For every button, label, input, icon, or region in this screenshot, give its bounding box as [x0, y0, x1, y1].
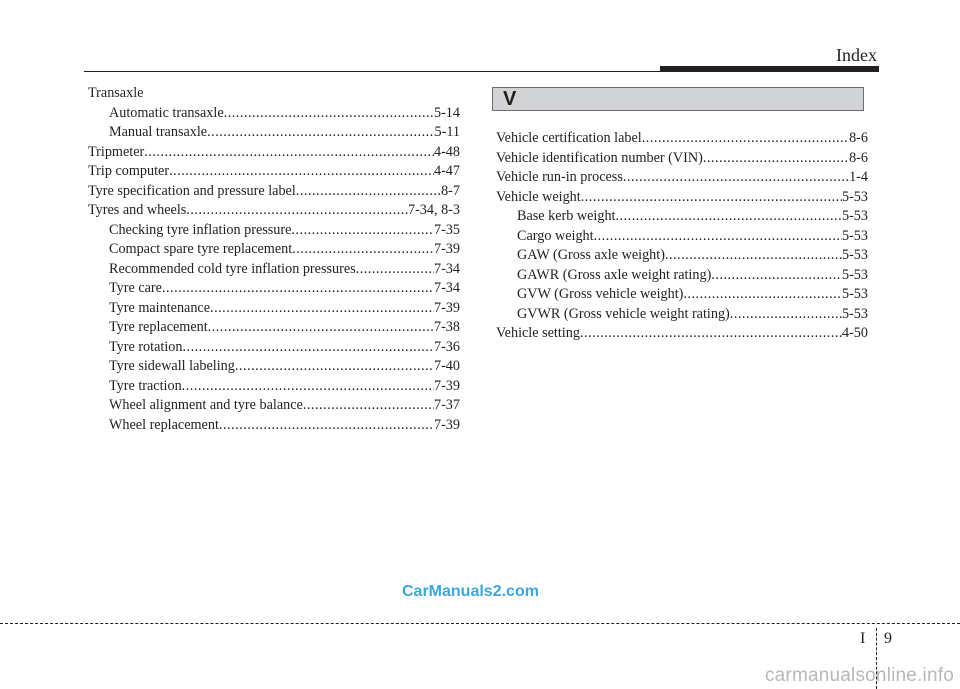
index-entry — [88, 318, 460, 338]
index-page-ref: 7-39 — [433, 299, 460, 316]
index-term: Tyre sidewall labeling — [109, 358, 235, 374]
dot-leader — [144, 143, 434, 163]
index-column-right — [496, 129, 868, 344]
dot-leader — [711, 266, 842, 286]
index-page-ref: 7-34 — [433, 260, 460, 277]
index-page-ref: 7-37 — [433, 397, 460, 413]
dot-leader — [291, 221, 434, 241]
index-term: Tyre specification and pressure label — [88, 182, 296, 199]
index-entry — [88, 182, 460, 202]
index-term: Recommended cold tyre inflation pressures — [109, 260, 356, 277]
index-entry — [496, 324, 868, 344]
index-page-ref: 7-34, 8-3 — [407, 202, 460, 218]
dot-leader — [623, 168, 849, 188]
index-page-ref: 1-4 — [849, 169, 868, 185]
index-page-ref: 7-34 — [433, 280, 460, 296]
index-term: Vehicle run-in process — [496, 169, 623, 185]
index-page-ref: 5-53 — [841, 286, 868, 302]
index-entry — [88, 299, 460, 319]
dot-leader — [594, 227, 842, 247]
index-entry — [88, 84, 460, 104]
index-entry — [496, 129, 868, 149]
index-page-ref: 8-7 — [441, 182, 460, 199]
index-entry — [496, 168, 868, 188]
index-page-ref: 5-14 — [433, 104, 460, 121]
index-page-ref: 7-36 — [433, 338, 460, 355]
dot-leader — [235, 357, 434, 377]
index-term: Tripmeter — [88, 143, 145, 160]
index-page-ref: 7-39 — [433, 241, 460, 257]
index-page-ref: 4-48 — [433, 143, 460, 160]
index-entry — [496, 266, 868, 286]
watermark-link[interactable]: CarManuals2.com — [402, 583, 539, 600]
index-entry — [88, 221, 460, 241]
index-term: Tyre replacement — [109, 319, 208, 335]
index-entry — [88, 240, 460, 260]
index-entry — [496, 207, 868, 227]
dot-leader — [210, 299, 434, 319]
index-page-ref: 4-50 — [841, 325, 868, 341]
index-term: Transaxle — [88, 85, 144, 101]
index-entry — [88, 201, 460, 221]
index-page-ref: 7-39 — [433, 377, 460, 394]
section-header-v — [492, 87, 864, 111]
index-entry — [88, 396, 460, 416]
index-entry — [496, 149, 868, 169]
index-entry — [88, 377, 460, 397]
index-page-ref: 5-53 — [841, 188, 868, 205]
index-page-ref: 4-47 — [433, 163, 460, 179]
index-entry — [88, 338, 460, 358]
index-term: Compact spare tyre replacement — [109, 241, 293, 257]
index-entry — [88, 357, 460, 377]
dot-leader — [683, 285, 842, 305]
index-entry — [496, 285, 868, 305]
index-entry — [88, 260, 460, 280]
index-page-ref: 7-40 — [433, 358, 460, 374]
dot-leader — [581, 188, 842, 208]
index-term: Vehicle weight — [496, 188, 581, 205]
index-term: Tyre care — [109, 280, 162, 296]
index-term: Wheel replacement — [109, 416, 219, 433]
index-term: Trip computer — [88, 163, 170, 179]
dot-leader — [296, 182, 441, 202]
index-term: GVW (Gross vehicle weight) — [517, 286, 684, 302]
bottom-watermark: carmanualsonline.info — [764, 665, 954, 686]
index-term: Cargo weight — [517, 227, 594, 244]
dot-leader — [730, 305, 842, 325]
index-page-ref: 5-53 — [841, 247, 868, 263]
index-entry — [496, 246, 868, 266]
index-term: Tyres and wheels — [88, 202, 187, 218]
index-entry — [88, 416, 460, 436]
index-term: Vehicle setting — [496, 325, 580, 341]
index-page-ref: 5-53 — [841, 305, 868, 322]
index-page-ref: 7-35 — [433, 221, 460, 238]
index-page-ref: 8-6 — [849, 130, 868, 146]
header-rule-thin — [84, 71, 660, 72]
dot-leader — [292, 240, 434, 260]
index-page-ref: 5-53 — [841, 208, 868, 224]
index-term: GVWR (Gross vehicle weight rating) — [517, 305, 730, 322]
index-entry — [496, 188, 868, 208]
index-page-ref: 5-53 — [841, 227, 868, 244]
index-page-ref: 7-38 — [433, 319, 460, 335]
dot-leader — [703, 149, 849, 169]
index-entry — [88, 143, 460, 163]
index-column-left — [88, 84, 460, 435]
index-entry — [88, 123, 460, 143]
index-term: Wheel alignment and tyre balance — [109, 397, 303, 413]
dot-leader — [219, 416, 434, 436]
index-term: Tyre maintenance — [109, 299, 211, 316]
footer-section-label: I — [860, 630, 866, 647]
index-term: Manual transaxle — [109, 124, 208, 140]
header-title: Index — [836, 45, 877, 65]
index-entry — [88, 162, 460, 182]
dot-leader — [224, 104, 434, 124]
index-page-ref: 5-11 — [434, 124, 460, 140]
footer-dashed-rule — [0, 623, 960, 624]
index-entry — [496, 227, 868, 247]
index-term: Automatic transaxle — [109, 104, 224, 121]
index-term: GAW (Gross axle weight) — [517, 247, 665, 263]
footer-page-number: 9 — [884, 630, 892, 647]
dot-leader — [303, 396, 434, 416]
header-rule-thick — [660, 66, 879, 72]
index-term: Tyre rotation — [109, 338, 183, 355]
dot-leader — [616, 207, 842, 227]
index-term: GAWR (Gross axle weight rating) — [517, 266, 712, 283]
dot-leader — [169, 162, 434, 182]
dot-leader — [182, 377, 434, 397]
index-term: Vehicle identification number (VIN) — [496, 149, 703, 166]
index-page-ref: 8-6 — [849, 149, 868, 166]
dot-leader — [182, 338, 434, 358]
dot-leader — [580, 324, 842, 344]
index-term: Vehicle certification label — [496, 130, 642, 146]
index-entry — [88, 104, 460, 124]
dot-leader — [356, 260, 434, 280]
dot-leader — [208, 318, 434, 338]
index-entry — [88, 279, 460, 299]
index-term: Checking tyre inflation pressure — [109, 221, 292, 238]
dot-leader — [186, 201, 408, 221]
dot-leader — [162, 279, 434, 299]
index-entry — [496, 305, 868, 325]
index-page-ref: 5-53 — [841, 266, 868, 283]
dot-leader — [665, 246, 842, 266]
index-page-ref: 7-39 — [433, 416, 460, 433]
section-letter: V — [503, 88, 517, 110]
dot-leader — [642, 129, 849, 149]
dot-leader — [207, 123, 434, 143]
index-term: Base kerb weight — [517, 208, 616, 224]
index-term: Tyre traction — [109, 377, 182, 394]
